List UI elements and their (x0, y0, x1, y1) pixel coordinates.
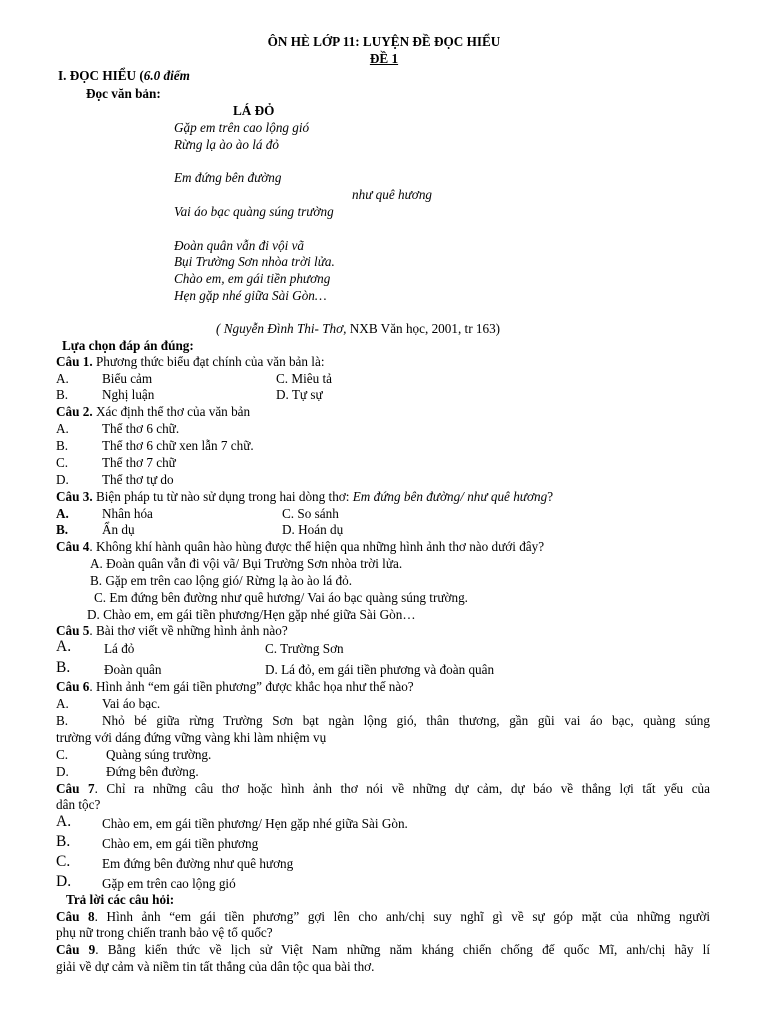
poem-line: Bụi Trường Sơn nhòa trời lửa. (174, 254, 335, 269)
option-text: Thể thơ 6 chữ xen lẫn 7 chữ. (102, 438, 254, 453)
poem-line: như quê hương (352, 187, 433, 202)
option-text: Vai áo bạc. (102, 696, 161, 711)
option-key: A. (56, 421, 69, 436)
question-label: Câu 5 (56, 623, 90, 638)
question-text-continued: dân tộc? (56, 797, 101, 812)
option-text: C. Em đứng bên đường như quê hương/ Vai áo bạc quàng súng trường. (94, 590, 468, 605)
question-1 (56, 354, 324, 370)
option-text: Thể thơ 6 chữ. (102, 421, 180, 436)
option-text: Thể thơ 7 chữ (102, 455, 176, 470)
question-6 (56, 679, 414, 695)
option-key: B. (56, 438, 69, 453)
option-key: C. (56, 455, 69, 470)
question-text: . Hình ảnh “em gái tiền phương” được khắc họa như thế nào? (89, 679, 414, 694)
option-key: A. (56, 696, 69, 711)
option-key: D. (56, 764, 69, 779)
option-text: Ẩn dụ (102, 522, 135, 537)
question-end: ? (547, 489, 554, 504)
question-text: Phương thức biểu đạt chính của văn bản là: (92, 354, 325, 369)
choice-heading: Lựa chọn đáp án đúng: (62, 338, 194, 353)
option-text-continued: trường với dáng đứng vững vàng khi làm nhiệm vụ (56, 730, 327, 745)
poem-line: Hẹn gặp nhé giữa Sài Gòn… (174, 288, 327, 303)
question-text: . Bằng kiến thức về lịch sử Việt Nam những năm kháng chiến chống đế quốc Mĩ, anh/chị hãy lí (95, 942, 711, 957)
exam-number: ĐỀ 1 (369, 51, 399, 66)
poem-line: Chào em, em gái tiền phương (174, 271, 331, 286)
question-label: Câu 9 (56, 942, 96, 957)
option-key: A. (56, 813, 72, 830)
question-label: Câu 6 (56, 679, 90, 694)
section-points: 6.0 điểm (143, 68, 190, 83)
question-7 (56, 781, 710, 797)
option-key: B. (56, 833, 71, 850)
option-text: Nghị luận (102, 387, 155, 402)
question-9 (56, 942, 710, 958)
option-key: A. (56, 638, 72, 655)
option-key: B. (56, 659, 71, 676)
poem-line: Em đứng bên đường (174, 170, 282, 185)
option-text: Chào em, em gái tiền phương (102, 836, 259, 851)
question-label: Câu 4 (56, 539, 90, 554)
poem-line: Gặp em trên cao lộng gió (174, 120, 310, 135)
section-heading (58, 68, 190, 84)
option-key: C. (56, 853, 71, 870)
option-key: D. (56, 873, 72, 890)
option-key: C. (56, 747, 69, 762)
poem-line: Đoàn quân vẫn đi vội vã (174, 238, 305, 253)
option-text: Quàng súng trường. (106, 747, 212, 762)
option-text: B. Gặp em trên cao lộng gió/ Rừng lạ ào ào lá đỏ. (90, 573, 353, 588)
question-label: Câu 8 (56, 909, 95, 924)
source-publisher: NXB Văn học, 2001, tr 163) (346, 321, 501, 336)
option-key: A. (56, 506, 69, 521)
document-title: ÔN HÈ LỚP 11: LUYỆN ĐỀ ĐỌC HIỂU (267, 34, 501, 49)
section-label: I. ĐỌC HIỂU ( (58, 68, 144, 83)
question-3 (56, 489, 553, 505)
question-text: Xác định thể thơ của văn bản (92, 404, 251, 419)
question-text: . Hình ảnh “em gái tiền phương” gợi lên cho anh/chị suy nghĩ gì về sự góp mặt của những người (94, 909, 710, 924)
question-4 (56, 539, 544, 555)
option-key: D. (56, 472, 69, 487)
question-quote: Em đứng bên đường/ như quê hương (352, 489, 548, 504)
option-text: A. Đoàn quân vẫn đi vội vã/ Bụi Trường Sơn nhòa trời lửa. (90, 556, 403, 571)
answer-heading: Trả lời các câu hỏi: (66, 892, 175, 907)
option-text: Nhỏ bé giữa rừng Trường Sơn bạt ngàn lộng gió, thân thương, gần gũi vai áo bạc, quàng súng (102, 713, 710, 728)
poem-source (216, 321, 500, 337)
question-5 (56, 623, 288, 639)
option-text: D. Chào em, em gái tiền phương/Hẹn gặp nhé giữa Sài Gòn… (87, 607, 416, 622)
question-text-continued: phụ nữ trong chiến tranh bảo vệ tổ quốc? (56, 925, 273, 940)
question-8 (56, 909, 710, 925)
option-text: Thể thơ tự do (102, 472, 174, 487)
question-text: . Bài thơ viết về những hình ảnh nào? (89, 623, 288, 638)
question-label: Câu 2. (56, 404, 93, 419)
option-text: Đứng bên đường. (106, 764, 199, 779)
read-instruction: Đọc văn bản: (86, 86, 161, 101)
poem-line: Vai áo bạc quàng súng trường (174, 204, 334, 219)
option-key: B. (56, 387, 69, 402)
question-text: Biện pháp tu từ nào sử dụng trong hai dòng thơ: (92, 489, 353, 504)
option-text: Chào em, em gái tiền phương/ Hẹn gặp nhé giữa Sài Gòn. (102, 816, 408, 831)
option-key: A. (56, 371, 69, 386)
poem-line: Rừng lạ ào ào lá đỏ (174, 137, 279, 152)
option-text: D. Lá đỏ, em gái tiền phương và đoàn quân (265, 662, 495, 677)
option-text: C. Trường Sơn (265, 641, 344, 656)
option-text: Lá đỏ (104, 641, 135, 656)
question-2 (56, 404, 250, 420)
question-text-continued: giải về dự cảm và niềm tin tất thắng của dân tộc qua bài thơ. (56, 959, 375, 974)
question-label: Câu 3. (56, 489, 93, 504)
option-text: Em đứng bên đường như quê hương (102, 856, 294, 871)
option-key: B. (56, 522, 69, 537)
option-text: C. So sánh (282, 506, 339, 521)
option-text: Gặp em trên cao lộng gió (102, 876, 236, 891)
poem-title: LÁ ĐỎ (233, 103, 275, 118)
question-label: Câu 7 (56, 781, 95, 796)
question-text: . Chỉ ra những câu thơ hoặc hình ảnh thơ nói về những dự cảm, dự báo về thắng lợi tất yếu của (94, 781, 710, 796)
option-text: Nhân hóa (102, 506, 153, 521)
question-label: Câu 1. (56, 354, 93, 369)
option-text: D. Hoán dụ (282, 522, 344, 537)
source-author: ( Nguyễn Đình Thi- Thơ, (216, 321, 347, 336)
option-text: D. Tự sự (276, 387, 323, 402)
option-key: B. (56, 713, 69, 728)
option-text: Đoàn quân (104, 662, 162, 677)
option-text: C. Miêu tả (276, 371, 333, 386)
option-text: Biểu cảm (102, 371, 153, 386)
question-text: . Không khí hành quân hào hùng được thể hiện qua những hình ảnh thơ nào dưới đây? (89, 539, 545, 554)
